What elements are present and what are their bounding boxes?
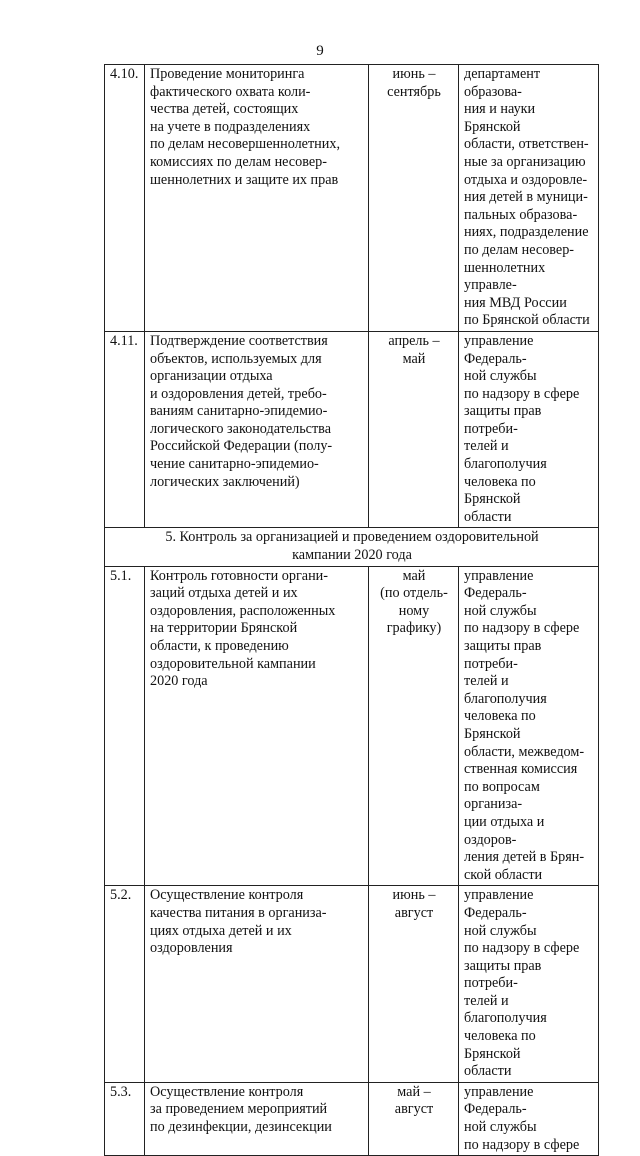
table-row [105, 886, 599, 1083]
item-action: Контроль готовности органи- заций отдыха детей и их оздоровления, расположенных на территории Брянской области, к проведению оздоровительной кампании 2020 года [145, 566, 369, 886]
item-responsible: управление Федераль- ной службы по надзору в сфере [459, 1082, 599, 1155]
table-row [105, 65, 599, 332]
item-term: апрель – май [369, 331, 459, 528]
item-number: 5.3. [105, 1082, 145, 1155]
item-number: 4.11. [105, 331, 145, 528]
item-responsible: департамент образова- ния и науки Брянской области, ответствен- ные за организацию отдыха и оздоровле- ния детей в муници- пальных образова- ниях, подразделение по делам несовер- шеннолетних управле- ния МВД России по Брянской области [459, 65, 599, 332]
page-number: 9 [316, 43, 324, 59]
item-term: июнь – август [369, 886, 459, 1083]
table-row [105, 331, 599, 528]
table-row [105, 1082, 599, 1155]
item-responsible: управление Федераль- ной службы по надзору в сфере защиты прав потреби- телей и благополучия человека по Брянской области [459, 331, 599, 528]
item-action: Осуществление контроля за проведением мероприятий по дезинфекции, дезинсекции [145, 1082, 369, 1155]
item-responsible: управление Федераль- ной службы по надзору в сфере защиты прав потреби- телей и благополучия человека по Брянской области [459, 886, 599, 1083]
item-action: Проведение мониторинга фактического охвата коли- чества детей, состоящих на учете в подразделениях по делам несовершеннолетних, комиссиях по делам несовер- шеннолетних и защите их прав [145, 65, 369, 332]
item-number: 5.1. [105, 566, 145, 886]
item-term: май (по отдель- ному графику) [369, 566, 459, 886]
item-number: 4.10. [105, 65, 145, 332]
section-row [105, 528, 599, 566]
table-row [105, 566, 599, 886]
item-term: май – август [369, 1082, 459, 1155]
item-responsible: управление Федераль- ной службы по надзору в сфере защиты прав потреби- телей и благополучия человека по Брянской области, межведом- ственная комиссия по вопросам организа- ции отдыха и оздоров- ления детей в Брян- ской области [459, 566, 599, 886]
measures-table [104, 64, 599, 1156]
item-term: июнь – сентябрь [369, 65, 459, 332]
item-action: Подтверждение соответствия объектов, используемых для организации отдыха и оздоровления детей, требо- ваниям санитарно-эпидемио- логического законодательства Российской Федерации (полу- чение санитарно-эпидемио- логических заключений) [145, 331, 369, 528]
measures-table-body [105, 65, 599, 1156]
item-number: 5.2. [105, 886, 145, 1083]
item-action: Осуществление контроля качества питания в организа- циях отдыха детей и их оздоровления [145, 886, 369, 1083]
section-heading: 5. Контроль за организацией и проведением оздоровительной кампании 2020 года [105, 528, 599, 566]
